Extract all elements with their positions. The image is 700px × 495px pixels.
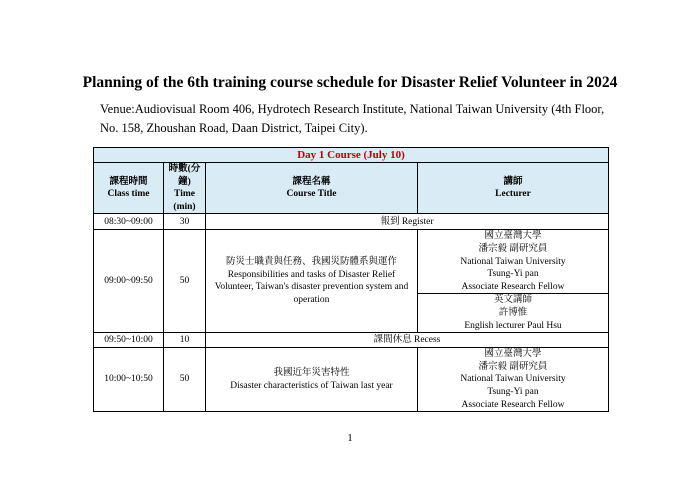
cell-time: 08:30~09:00 [94, 214, 164, 230]
column-header-row [94, 163, 609, 214]
header-lecturer [418, 163, 609, 214]
course-title-en: Disaster characteristics of Taiwan last year [230, 380, 393, 391]
cell-minutes: 50 [164, 230, 206, 333]
cell-title: 報到 Register [206, 214, 609, 230]
day-header-row [94, 148, 609, 163]
lecturer-position-en: Associate Research Fellow [461, 281, 565, 292]
schedule-table [93, 147, 609, 412]
header-class-time [94, 163, 164, 214]
lecturer-name-en: Tsung-Yi pan [487, 386, 539, 397]
course-title-zh: 我國近年災害特性 [273, 368, 350, 379]
header-course-zh: 課程名稱 [292, 176, 331, 187]
cell-time: 09:50~10:00 [94, 333, 164, 348]
header-lecturer-zh: 講師 [503, 176, 523, 187]
header-duration-en2: (min) [173, 201, 196, 212]
venue-text: Venue:Audiovisual Room 406, Hydrotech Research Institute, National Taiwan University (4th Floor, No. 158, Zhoushan Road, Daan District, Taipei City). [100, 102, 605, 135]
cell-lecturer-primary [418, 230, 609, 294]
table-row-session2 [94, 348, 609, 412]
lecturer-affiliation-en: National Taiwan University [460, 256, 566, 267]
header-course-title [206, 163, 418, 214]
cell-title: 課間休息 Recess [206, 333, 609, 348]
lecturer-position-en: Associate Research Fellow [461, 399, 565, 410]
lecturer-affiliation-en: National Taiwan University [460, 374, 566, 385]
cell-course-title [206, 230, 418, 333]
english-lecturer-name-en: English lecturer Paul Hsu [464, 320, 562, 331]
lecturer-affiliation-zh: 國立臺灣大學 [484, 349, 542, 360]
cell-minutes: 50 [164, 348, 206, 412]
cell-time: 10:00~10:50 [94, 348, 164, 412]
header-lecturer-en: Lecturer [495, 189, 531, 200]
cell-lecturer [418, 348, 609, 412]
course-title-en: Responsibilities and tasks of Disaster Relief Volunteer, Taiwan's disaster prevention system and operation [214, 269, 409, 305]
cell-minutes: 30 [164, 214, 206, 230]
header-time-zh: 課程時間 [109, 176, 148, 187]
table-row-register [94, 214, 609, 230]
lecturer-name-en: Tsung-Yi pan [487, 269, 539, 280]
cell-minutes: 10 [164, 333, 206, 348]
english-lecturer-name-zh: 許博惟 [498, 307, 528, 318]
document-title: Planning of the 6th training course schedule for Disaster Relief Volunteer in 2024 [82, 74, 618, 91]
table-row-session1 [94, 230, 609, 294]
day-header: Day 1 Course (July 10) [94, 148, 609, 163]
cell-course-title [206, 348, 418, 412]
table-row-recess [94, 333, 609, 348]
header-course-en: Course Title [286, 189, 337, 200]
english-lecturer-label: 英文講師 [493, 295, 532, 306]
lecturer-name-zh: 潘宗毅 副研究員 [478, 243, 548, 254]
cell-time: 09:00~09:50 [94, 230, 164, 333]
cell-lecturer-english [418, 294, 609, 333]
header-duration-zh: 時數(分鐘) [168, 164, 201, 187]
page-number: 1 [347, 432, 353, 444]
header-duration-en1: Time [174, 189, 195, 200]
lecturer-affiliation-zh: 國立臺灣大學 [484, 231, 542, 242]
course-title-zh: 防災士職責與任務、我國災防體系與運作 [225, 257, 397, 268]
header-time-en: Class time [107, 189, 150, 200]
header-duration [164, 163, 206, 214]
lecturer-name-zh: 潘宗毅 副研究員 [478, 361, 548, 372]
